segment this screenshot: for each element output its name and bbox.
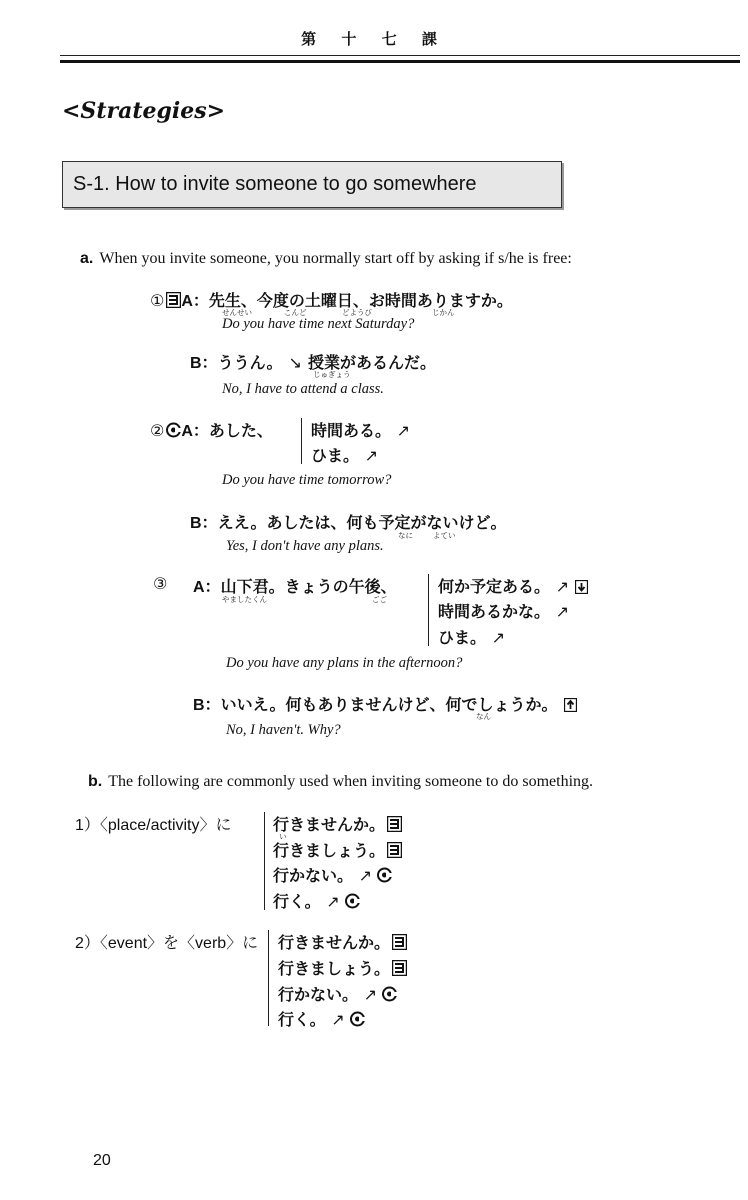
ex2-a-translation: Do you have time tomorrow? bbox=[222, 472, 392, 488]
ex3-a-text: 山下君。きょうの午後、 bbox=[220, 577, 397, 596]
ex2-line-a bbox=[150, 418, 273, 441]
pattern-1-label: 1）〈place/activity〉に bbox=[75, 817, 232, 834]
ex2-options-bar bbox=[301, 418, 302, 464]
ex2-b-translation: Yes, I don't have any plans. bbox=[226, 538, 384, 554]
page-number: 20 bbox=[93, 1152, 111, 1169]
ex1-a-translation: Do you have time next Saturday? bbox=[222, 316, 415, 332]
formal-style-icon bbox=[392, 960, 407, 976]
ex3-furigana-gogo: ごご bbox=[372, 595, 387, 604]
ex3-option-3-text: ひま。 bbox=[438, 628, 487, 647]
ex2-furigana-nani: なに bbox=[398, 531, 413, 540]
rising-intonation-icon: ↗ bbox=[396, 421, 410, 440]
pattern-1-furigana-i: い bbox=[279, 832, 287, 841]
ex2-furigana-yotei: よてい bbox=[433, 531, 456, 540]
falling-intonation-icon: ↘ bbox=[288, 353, 302, 372]
strategies-heading: <Strategies> bbox=[62, 98, 226, 124]
pattern-1-option-2 bbox=[273, 838, 402, 861]
ex3-option-2-text: 時間あるかな。 bbox=[438, 602, 551, 621]
rising-intonation-icon: ↗ bbox=[363, 985, 377, 1004]
pattern-1-bar bbox=[264, 812, 265, 910]
casual-style-icon bbox=[166, 422, 181, 438]
ex1-furigana-doyoubi: どようび bbox=[342, 308, 372, 317]
ex1-furigana-jikan: じかん bbox=[432, 308, 455, 317]
ex3-furigana-nan: なん bbox=[476, 712, 491, 721]
pattern-1-option-3 bbox=[273, 863, 392, 886]
pattern-2-option-2-text: 行きましょう。 bbox=[278, 959, 391, 978]
down-arrow-box-icon bbox=[575, 580, 588, 594]
pattern-2-option-3 bbox=[278, 982, 397, 1005]
ex3-number: ③ bbox=[153, 574, 168, 593]
part-b-intro bbox=[88, 773, 593, 791]
pattern-1-option-3-text: 行かない。 bbox=[273, 866, 354, 885]
ex3-furigana-yamashitakun: やましたくん bbox=[222, 595, 267, 604]
part-a-intro bbox=[80, 250, 572, 268]
ex3-a-translation: Do you have any plans in the afternoon? bbox=[226, 655, 463, 671]
ex3-options-bar bbox=[428, 574, 429, 646]
part-a-label: a. bbox=[80, 250, 94, 267]
pattern-1-option-2-text: 行きましょう。 bbox=[273, 841, 386, 860]
rising-intonation-icon: ↗ bbox=[555, 602, 569, 621]
ex3-speaker-a: A： bbox=[193, 579, 221, 596]
ex2-a-text: あした、 bbox=[208, 421, 273, 440]
ex2-speaker-a: A： bbox=[181, 423, 209, 440]
ex3-option-3 bbox=[438, 625, 505, 648]
rising-intonation-icon: ↗ bbox=[326, 892, 340, 911]
casual-style-icon bbox=[350, 1011, 365, 1027]
ex2-option-1 bbox=[311, 418, 410, 441]
part-b-intro-text: The following are commonly used when inviting someone to do something. bbox=[108, 773, 594, 790]
header-rule-thin bbox=[60, 55, 740, 56]
formal-style-icon bbox=[387, 842, 402, 858]
ex1-number: ① bbox=[150, 291, 165, 310]
casual-style-icon bbox=[382, 986, 397, 1002]
ex3-option-1-text: 何か予定ある。 bbox=[438, 577, 551, 596]
ex2-line-b bbox=[190, 510, 507, 533]
pattern-2-option-1 bbox=[278, 930, 407, 953]
pattern-2-option-2 bbox=[278, 956, 407, 979]
chapter-header: 第 十 七 課 bbox=[301, 30, 447, 48]
ex1-speaker-a: A： bbox=[181, 293, 209, 310]
part-b-label: b. bbox=[88, 773, 103, 790]
formal-style-icon bbox=[392, 934, 407, 950]
rising-intonation-icon: ↗ bbox=[358, 866, 372, 885]
pattern-2-option-1-text: 行きませんか。 bbox=[278, 933, 391, 952]
header-rule-thick bbox=[60, 60, 740, 63]
section-title-box bbox=[62, 161, 562, 208]
ex3-line-b bbox=[193, 692, 577, 715]
pattern-2-option-4-text: 行く。 bbox=[278, 1010, 326, 1029]
ex1-line-a bbox=[150, 288, 513, 311]
ex3-speaker-b: B： bbox=[193, 697, 221, 714]
formal-style-icon bbox=[166, 292, 181, 308]
pattern-2-option-4 bbox=[278, 1007, 365, 1030]
ex1-furigana-jugyou: じゅぎょう bbox=[313, 370, 351, 379]
casual-style-icon bbox=[377, 867, 392, 883]
ex2-speaker-b: B： bbox=[190, 515, 218, 532]
pattern-1-option-1-text: 行きませんか。 bbox=[273, 815, 386, 834]
ex1-b-text-1: ううん。 bbox=[217, 353, 283, 372]
ex1-b-text-2: 授業があるんだ。 bbox=[307, 353, 436, 372]
ex1-furigana-sensei: せんせい bbox=[222, 308, 252, 317]
pattern-1-option-4 bbox=[273, 889, 360, 912]
ex3-option-2 bbox=[438, 599, 569, 622]
formal-style-icon bbox=[387, 816, 402, 832]
rising-intonation-icon: ↗ bbox=[364, 446, 378, 465]
up-arrow-box-icon bbox=[564, 698, 577, 712]
ex3-option-1 bbox=[438, 574, 588, 597]
rising-intonation-icon: ↗ bbox=[491, 628, 505, 647]
casual-style-icon bbox=[345, 893, 360, 909]
ex3-line-a bbox=[153, 574, 167, 593]
pattern-1-option-4-text: 行く。 bbox=[273, 892, 321, 911]
pattern-2-label: 2）〈event〉を〈verb〉に bbox=[75, 935, 259, 952]
ex2-option-2 bbox=[311, 443, 378, 466]
pattern-1-option-1 bbox=[273, 812, 402, 835]
pattern-2-bar bbox=[268, 930, 269, 1026]
ex2-option-1-text: 時間ある。 bbox=[311, 421, 392, 440]
ex2-b-text: ええ。あしたは、何も予定がないけど。 bbox=[217, 513, 507, 532]
ex3-b-text: いいえ。何もありませんけど、何でしょうか。 bbox=[220, 695, 558, 714]
rising-intonation-icon: ↗ bbox=[555, 577, 569, 596]
ex3-b-translation: No, I haven't. Why? bbox=[226, 722, 341, 738]
ex1-furigana-kondo: こんど bbox=[284, 308, 307, 317]
ex1-speaker-b: B： bbox=[190, 355, 218, 372]
rising-intonation-icon: ↗ bbox=[331, 1010, 345, 1029]
pattern-2-option-3-text: 行かない。 bbox=[278, 985, 359, 1004]
section-title: S-1. How to invite someone to go somewhere bbox=[73, 173, 477, 195]
ex2-option-2-text: ひま。 bbox=[311, 446, 360, 465]
part-a-intro-text: When you invite someone, you normally start off by asking if s/he is free: bbox=[99, 250, 572, 267]
ex1-b-translation: No, I have to attend a class. bbox=[222, 381, 384, 397]
ex2-number: ② bbox=[150, 421, 165, 440]
ex1-a-text: 先生、今度の土曜日、お時間ありますか。 bbox=[208, 291, 513, 310]
